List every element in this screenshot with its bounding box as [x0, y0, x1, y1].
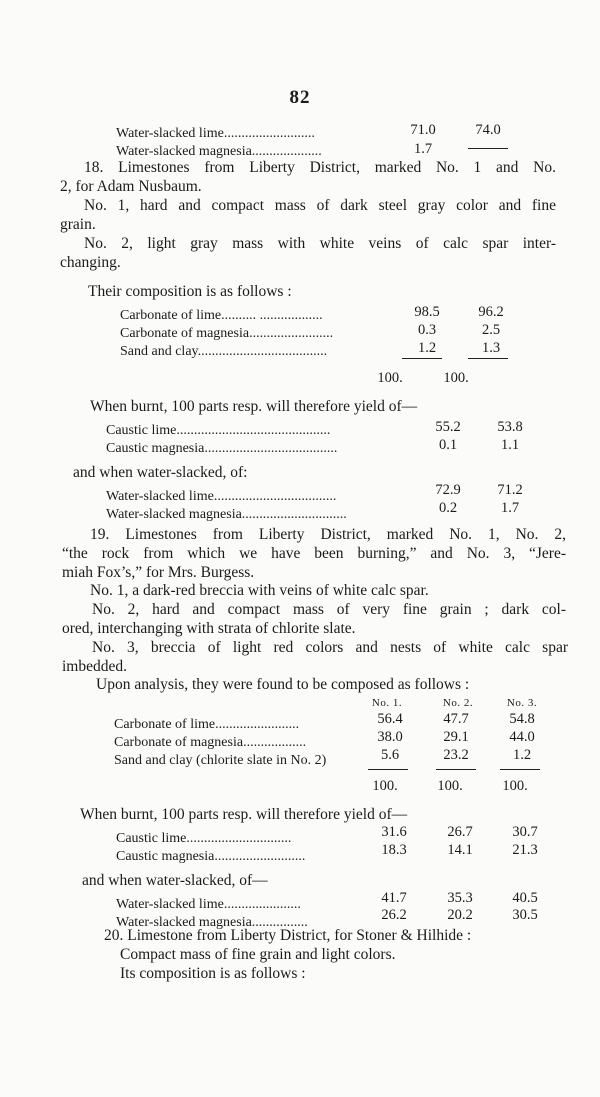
s19-comp-row-1-v3: 54.8 [509, 711, 535, 727]
s18-total-2: 100. [443, 370, 469, 386]
s19-no2-line1: No. 2, hard and compact mass of very fine grain ; dark col- [92, 601, 566, 618]
s18-burnt-intro: When burnt, 100 parts resp. will therefore yield of— [90, 398, 418, 415]
s19-burnt-row-1-v1: 31.6 [381, 824, 407, 840]
s20-heading: 20. Limestone from Liberty District, for Stoner & Hilhide : [104, 927, 472, 944]
s19-no1: No. 1, a dark-red breccia with veins of white calc spar. [90, 582, 429, 599]
s19-comp-row-2-v2: 29.1 [443, 729, 469, 745]
s19-col-header-3: No. 3. [506, 697, 538, 709]
s19-no2-line2: ored, interchanging with strata of chlorite slate. [62, 620, 356, 637]
s19-no3-line1: No. 3, breccia of light red colors and nests of white calc spar [92, 639, 568, 656]
top-row-2-v1: 1.7 [413, 141, 433, 157]
s19-slacked-row-1-v2: 35.3 [447, 890, 473, 906]
top-row-1-v1: 71.0 [410, 122, 436, 138]
s19-slacked-row-2-v2: 20.2 [447, 907, 473, 923]
s19-burnt-row-1-label: Caustic lime.............................. [116, 831, 292, 846]
s19-sum-rule-1 [368, 769, 408, 770]
s19-burnt-row-2-v3: 21.3 [512, 842, 538, 858]
s19-col-header-1: No. 1. [371, 697, 403, 709]
s19-heading-line2: “the rock from which we have been burning,” and No. 3, “Jere- [62, 545, 566, 562]
s18-burnt-row-1-v1: 55.2 [435, 419, 461, 435]
s20-desc: Compact mass of fine grain and light colors. [120, 946, 396, 963]
s19-analysis-intro: Upon analysis, they were found to be composed as follows : [96, 676, 470, 693]
s18-comp-row-2-v1: 0.3 [417, 322, 437, 338]
s18-slacked-row-2-v1: 0.2 [438, 500, 458, 516]
s18-comp-row-1-v1: 98.5 [414, 304, 440, 320]
s19-comp-row-2-v1: 38.0 [377, 729, 403, 745]
s19-col-header-2: No. 2. [442, 697, 474, 709]
s18-no1-line1: No. 1, hard and compact mass of dark steel gray color and fine [84, 197, 556, 214]
s18-comp-row-1-label: Carbonate of lime.......... .................. [120, 308, 323, 323]
s18-slacked-row-1-label: Water-slacked lime................................... [106, 489, 337, 504]
s19-slacked-intro: and when water-slacked, of— [82, 872, 268, 889]
s19-slacked-row-1-v3: 40.5 [512, 890, 538, 906]
s18-no1-line2: grain. [60, 216, 96, 233]
s18-burnt-row-2-v1: 0.1 [438, 437, 458, 453]
s18-no2-line2: changing. [60, 254, 121, 271]
s19-burnt-row-1-v2: 26.7 [447, 824, 473, 840]
top-row-2-label: Water-slacked magnesia.................... [116, 144, 322, 159]
s19-total-1: 100. [372, 778, 398, 794]
s19-slacked-row-1-label: Water-slacked lime...................... [116, 897, 301, 912]
s19-comp-row-3-v2: 23.2 [443, 747, 469, 763]
s20-composition-intro: Its composition is as follows : [120, 965, 306, 982]
s19-slacked-row-2-label: Water-slacked magnesia................ [116, 915, 308, 930]
s19-slacked-row-1-v1: 41.7 [381, 890, 407, 906]
s18-burnt-row-2-label: Caustic magnesia...................................... [106, 441, 338, 456]
top-row-1-v2: 74.0 [475, 122, 501, 138]
s18-total-1: 100. [377, 370, 403, 386]
s19-comp-row-3-v3: 1.2 [512, 747, 532, 763]
s19-burnt-row-1-v3: 30.7 [512, 824, 538, 840]
s18-burnt-row-2-v2: 1.1 [500, 437, 520, 453]
s18-slacked-row-2-v2: 1.7 [500, 500, 520, 516]
s19-burnt-row-2-label: Caustic magnesia.......................... [116, 849, 306, 864]
s19-comp-row-1-label: Carbonate of lime........................ [114, 717, 300, 732]
s18-comp-row-2-label: Carbonate of magnesia........................ [120, 326, 334, 341]
s19-comp-row-1-v1: 56.4 [377, 711, 403, 727]
s18-comp-row-3-v1: 1.2 [417, 340, 437, 356]
s18-slacked-row-1-v1: 72.9 [435, 482, 461, 498]
s19-comp-row-2-label: Carbonate of magnesia.................. [114, 735, 307, 750]
s18-sum-rule-1 [402, 358, 442, 359]
s19-burnt-intro: When burnt, 100 parts resp. will therefore yield of— [80, 806, 408, 823]
s19-heading-line3: miah Fox’s,” for Mrs. Burgess. [62, 564, 255, 581]
s18-heading-line2: 2, for Adam Nusbaum. [60, 178, 202, 195]
s18-slacked-row-2-label: Water-slacked magnesia.............................. [106, 507, 347, 522]
s19-sum-rule-2 [436, 769, 476, 770]
s19-burnt-row-2-v1: 18.3 [381, 842, 407, 858]
s19-heading-line1: 19. Limestones from Liberty District, marked No. 1, No. 2, [90, 526, 566, 543]
s19-slacked-row-2-v3: 30.5 [512, 907, 538, 923]
s19-slacked-row-2-v1: 26.2 [381, 907, 407, 923]
s18-comp-row-2-v2: 2.5 [481, 322, 501, 338]
s18-slacked-row-1-v2: 71.2 [497, 482, 523, 498]
page-number: 82 [289, 87, 311, 108]
s19-no3-line2: imbedded. [62, 658, 127, 675]
s18-heading-line1: 18. Limestones from Liberty District, marked No. 1 and No. [84, 159, 556, 176]
s18-burnt-row-1-label: Caustic lime............................................ [106, 423, 331, 438]
top-dash [468, 148, 508, 149]
s18-comp-row-1-v2: 96.2 [478, 304, 504, 320]
s18-burnt-row-1-v2: 53.8 [497, 419, 523, 435]
s18-sum-rule-2 [468, 358, 508, 359]
s19-total-2: 100. [437, 778, 463, 794]
top-row-1-label: Water-slacked lime.......................... [116, 126, 315, 141]
s18-composition-intro: Their composition is as follows : [88, 283, 292, 300]
s19-comp-row-3-v1: 5.6 [380, 747, 400, 763]
s18-no2-line1: No. 2, light gray mass with white veins of calc spar inter- [84, 235, 556, 252]
s18-comp-row-3-label: Sand and clay..................................... [120, 344, 328, 359]
s19-burnt-row-2-v2: 14.1 [447, 842, 473, 858]
s19-sum-rule-3 [500, 769, 540, 770]
s18-comp-row-3-v2: 1.3 [481, 340, 501, 356]
s19-comp-row-1-v2: 47.7 [443, 711, 469, 727]
s18-slacked-intro: and when water-slacked, of: [73, 464, 248, 481]
s19-total-3: 100. [502, 778, 528, 794]
s19-comp-row-3-label: Sand and clay (chlorite slate in No. 2) [114, 753, 327, 768]
s19-comp-row-2-v3: 44.0 [509, 729, 535, 745]
